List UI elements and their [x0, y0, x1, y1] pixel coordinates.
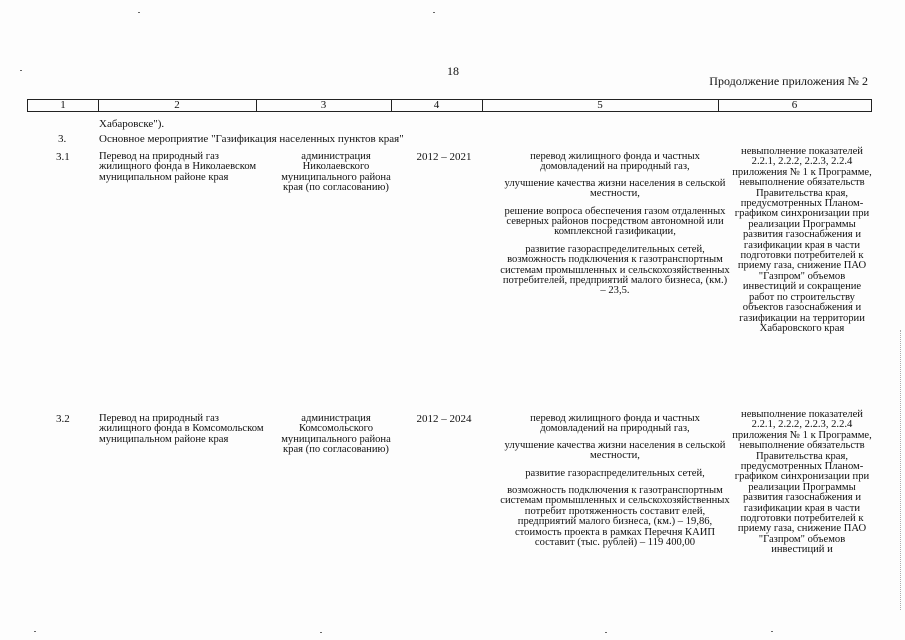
section-title: Основное мероприятие "Газификация населенных пунктов края" [99, 133, 404, 145]
header-col-2: 2 [174, 99, 180, 111]
result-item: перевод жилищного фонда и частных домовладений на природный газ, [530, 413, 700, 435]
scan-speck [20, 70, 22, 71]
section-number: 3. [58, 133, 67, 145]
scan-speck [771, 631, 773, 632]
row-number: 3.1 [56, 151, 70, 163]
row-consequences: невыполнение показателей 2.2.1, 2.2.2, 2.2.3, 2.2.4 приложения № 1 к Программе, невыполнение обязательств Правительства края, предусмотренных Планом-графиком синхронизации при реализации Программы развития газоснабжения и газификации края в части подготовки потребителей к приему газа, снижение ПАО "Газпром" объемов инвестиций и сокращение работ по строительству объектов газоснабжения и газификации на территории Хабаровского края [732, 146, 872, 334]
result-item: развитие газораспределительных сетей, возможность подключения к газотранспортным системам промышленных и сельскохозяйственных потребителей, предприятий малого бизнеса, (км.) – 23,5. [500, 243, 730, 297]
carryover-text: Хабаровске"). [99, 118, 165, 130]
scan-speck [605, 632, 607, 633]
header-col-6: 6 [791, 99, 798, 111]
row-consequences: невыполнение показателей 2.2.1, 2.2.2, 2.2.3, 2.2.4 приложения № 1 к Программе, невыполнение обязательств Правительства края, предусмотренных Планом-графиком синхронизации при реализации Программы развития газоснабжения и газификации края в части подготовки потребителей к приему газа, снижение ПАО "Газпром" объемов инвестиций и [732, 409, 872, 556]
header-col-4: 4 [433, 99, 440, 111]
page-number: 18 [447, 64, 459, 78]
result-item: решение вопроса обеспечения газом отдаленных северных районов посредством автономной или комплексной газификации, [504, 205, 726, 238]
result-item: улучшение качества жизни населения в сельской местности, [504, 177, 726, 200]
result-item: улучшение качества жизни населения в сельской местности, [504, 439, 726, 462]
continuation-heading: Продолжение приложения № 2 [709, 74, 868, 88]
row-activity-name: Перевод на природный газ жилищного фонда в Николаевском муниципальном районе края [99, 151, 257, 183]
scan-speck [34, 631, 36, 632]
row-period: 2012 – 2021 [416, 151, 472, 163]
row-activity-name: Перевод на природный газ жилищного фонда в Комсомольском муниципальном районе края [99, 413, 264, 445]
scan-edge [900, 330, 902, 610]
row-executor: администрация Комсомольского муниципального района края (по согласованию) [281, 413, 391, 456]
header-col-3: 3 [320, 99, 327, 111]
header-col-1: 1 [60, 99, 66, 111]
result-item: развитие газораспределительных сетей, [525, 467, 705, 479]
header-col-5: 5 [597, 99, 603, 111]
scan-speck [138, 12, 140, 13]
row-results [500, 152, 730, 304]
row-results [500, 414, 730, 555]
row-number: 3.2 [56, 413, 70, 425]
result-item: возможность подключения к газотранспортным системам промышленных и сельскохозяйственных потребит протяженность составит елей, предприятий малого бизнеса, (км.) – 19,86, стоимость проекта в рамках Перечня КАИП составит (тыс. рублей) – 119 400,00 [500, 485, 730, 549]
result-item: перевод жилищного фонда и частных домовладений на природный газ, [530, 151, 700, 173]
row-period: 2012 – 2024 [416, 413, 472, 425]
scan-speck [433, 12, 435, 13]
row-executor: администрация Николаевского муниципального района края (по согласованию) [281, 151, 391, 194]
table-header-row [27, 99, 872, 112]
scan-speck [320, 632, 322, 633]
